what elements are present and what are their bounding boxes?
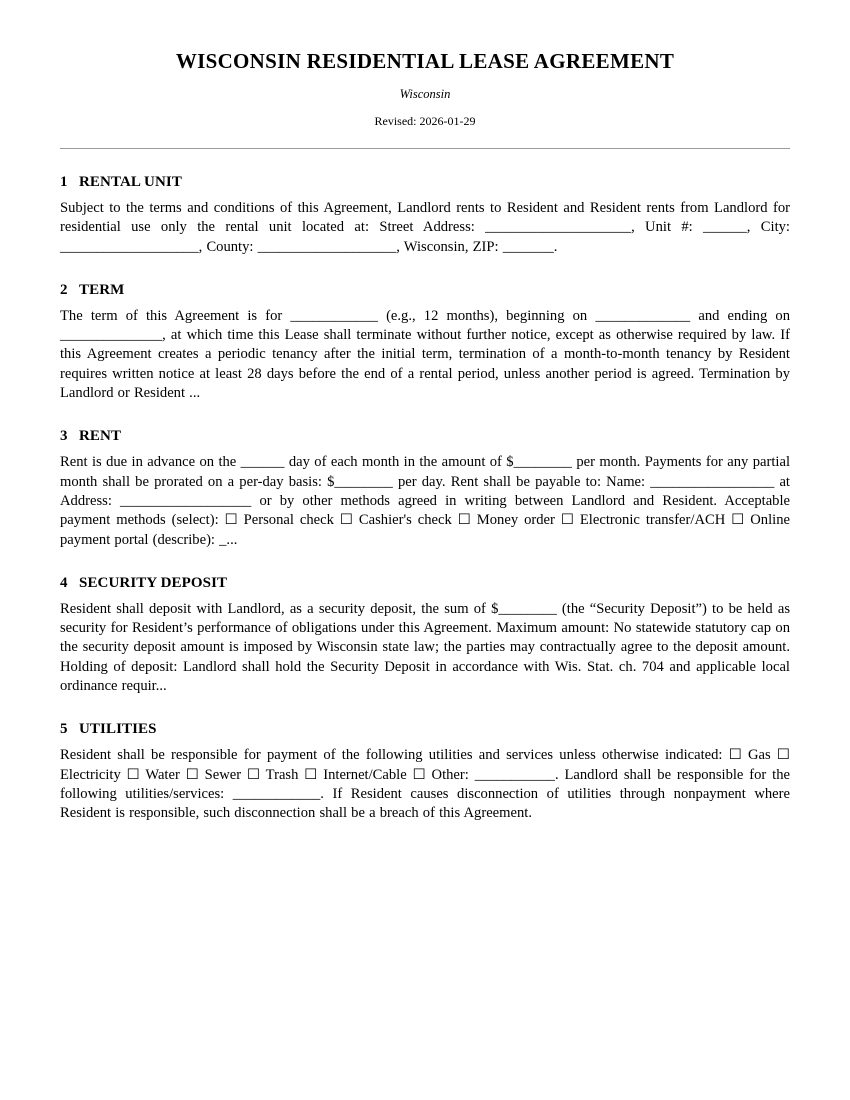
page-title: WISCONSIN RESIDENTIAL LEASE AGREEMENT: [175, 49, 675, 73]
section-title: TERM: [79, 281, 125, 298]
section-heading: [60, 173, 790, 192]
section-number: 5: [60, 721, 68, 738]
section-number: 4: [60, 574, 68, 591]
section-body: Resident shall be responsible for payment of the following utilities and services unless otherwise indicated: ☐ Gas ☐ Electricity ☐ Water ☐ Sewer ☐ Trash ☐ Internet/Cable ☐ Other: ___________. Landlord shall be responsible for the following utilities/services: ____________. If Resident causes disconnection of utilities through nonpayment where Resident is responsible, such disconnection shall be a breach of this Agreement.: [60, 747, 790, 822]
section-body: Resident shall deposit with Landlord, as a security deposit, the sum of $________ (the “Security Deposit”) to be held as security for Resident’s performance of obligations under this Agreement. Maximum amount: No statewide statutory cap on the security deposit amount is imposed by Wisconsin state law; the parties may contractually agree to the deposit amount. Holding of deposit: Landlord shall hold the Security Deposit in accordance with Wis. Stat. ch. 704 and applicable local ordinance requir...: [60, 600, 790, 695]
revised-date: Revised: 2026-01-29: [374, 114, 476, 128]
section-term: [60, 281, 790, 403]
section-body: Subject to the terms and conditions of this Agreement, Landlord rents to Resident and Resident rents from Landlord for residential use only the rental unit located at: Street Address: ____________________, Unit #: ______, City: ___________________, County: ___________________, Wisconsin, ZIP: _______.: [60, 200, 790, 255]
section-number: 2: [60, 281, 68, 298]
section-title: RENT: [79, 428, 122, 445]
section-utilities: [60, 720, 790, 823]
section-title: UTILITIES: [79, 721, 157, 738]
section-heading: [60, 574, 790, 593]
section-heading: [60, 427, 790, 446]
section-title: RENTAL UNIT: [79, 174, 182, 190]
section-body: The term of this Agreement is for ____________ (e.g., 12 months), beginning on _____________ and ending on ______________, at which time this Lease shall terminate without further notice, except as otherwise required by law. If this Agreement creates a periodic tenancy after the initial term, termination of a month-to-month tenancy by Resident requires written notice at least 28 days before the end of a rental period, unless another period is agreed. Termination by Landlord or Resident ...: [60, 307, 790, 402]
section-title: SECURITY DEPOSIT: [79, 574, 228, 591]
section-number: 3: [60, 428, 68, 445]
section-rental-unit: [60, 173, 790, 257]
section-security-deposit: [60, 574, 790, 696]
page-subtitle: Wisconsin: [399, 87, 451, 101]
section-heading: [60, 720, 790, 739]
header-divider: [60, 148, 790, 149]
section-body: Rent is due in advance on the ______ day of each month in the amount of $________ per month. Payments for any partial month shall be prorated on a per-day basis: $________ per day. Rent shall be payable to: Name: _________________ at Address: __________________ or by other methods agreed in writing between Landlord and Resident. Acceptable payment methods (select): ☐ Personal check ☐ Cashier's check ☐ Money order ☐ Electronic transfer/ACH ☐ Online payment portal (describe): _...: [60, 454, 790, 548]
section-heading: [60, 281, 790, 300]
section-rent: [60, 427, 790, 549]
section-number: 1: [60, 174, 68, 190]
